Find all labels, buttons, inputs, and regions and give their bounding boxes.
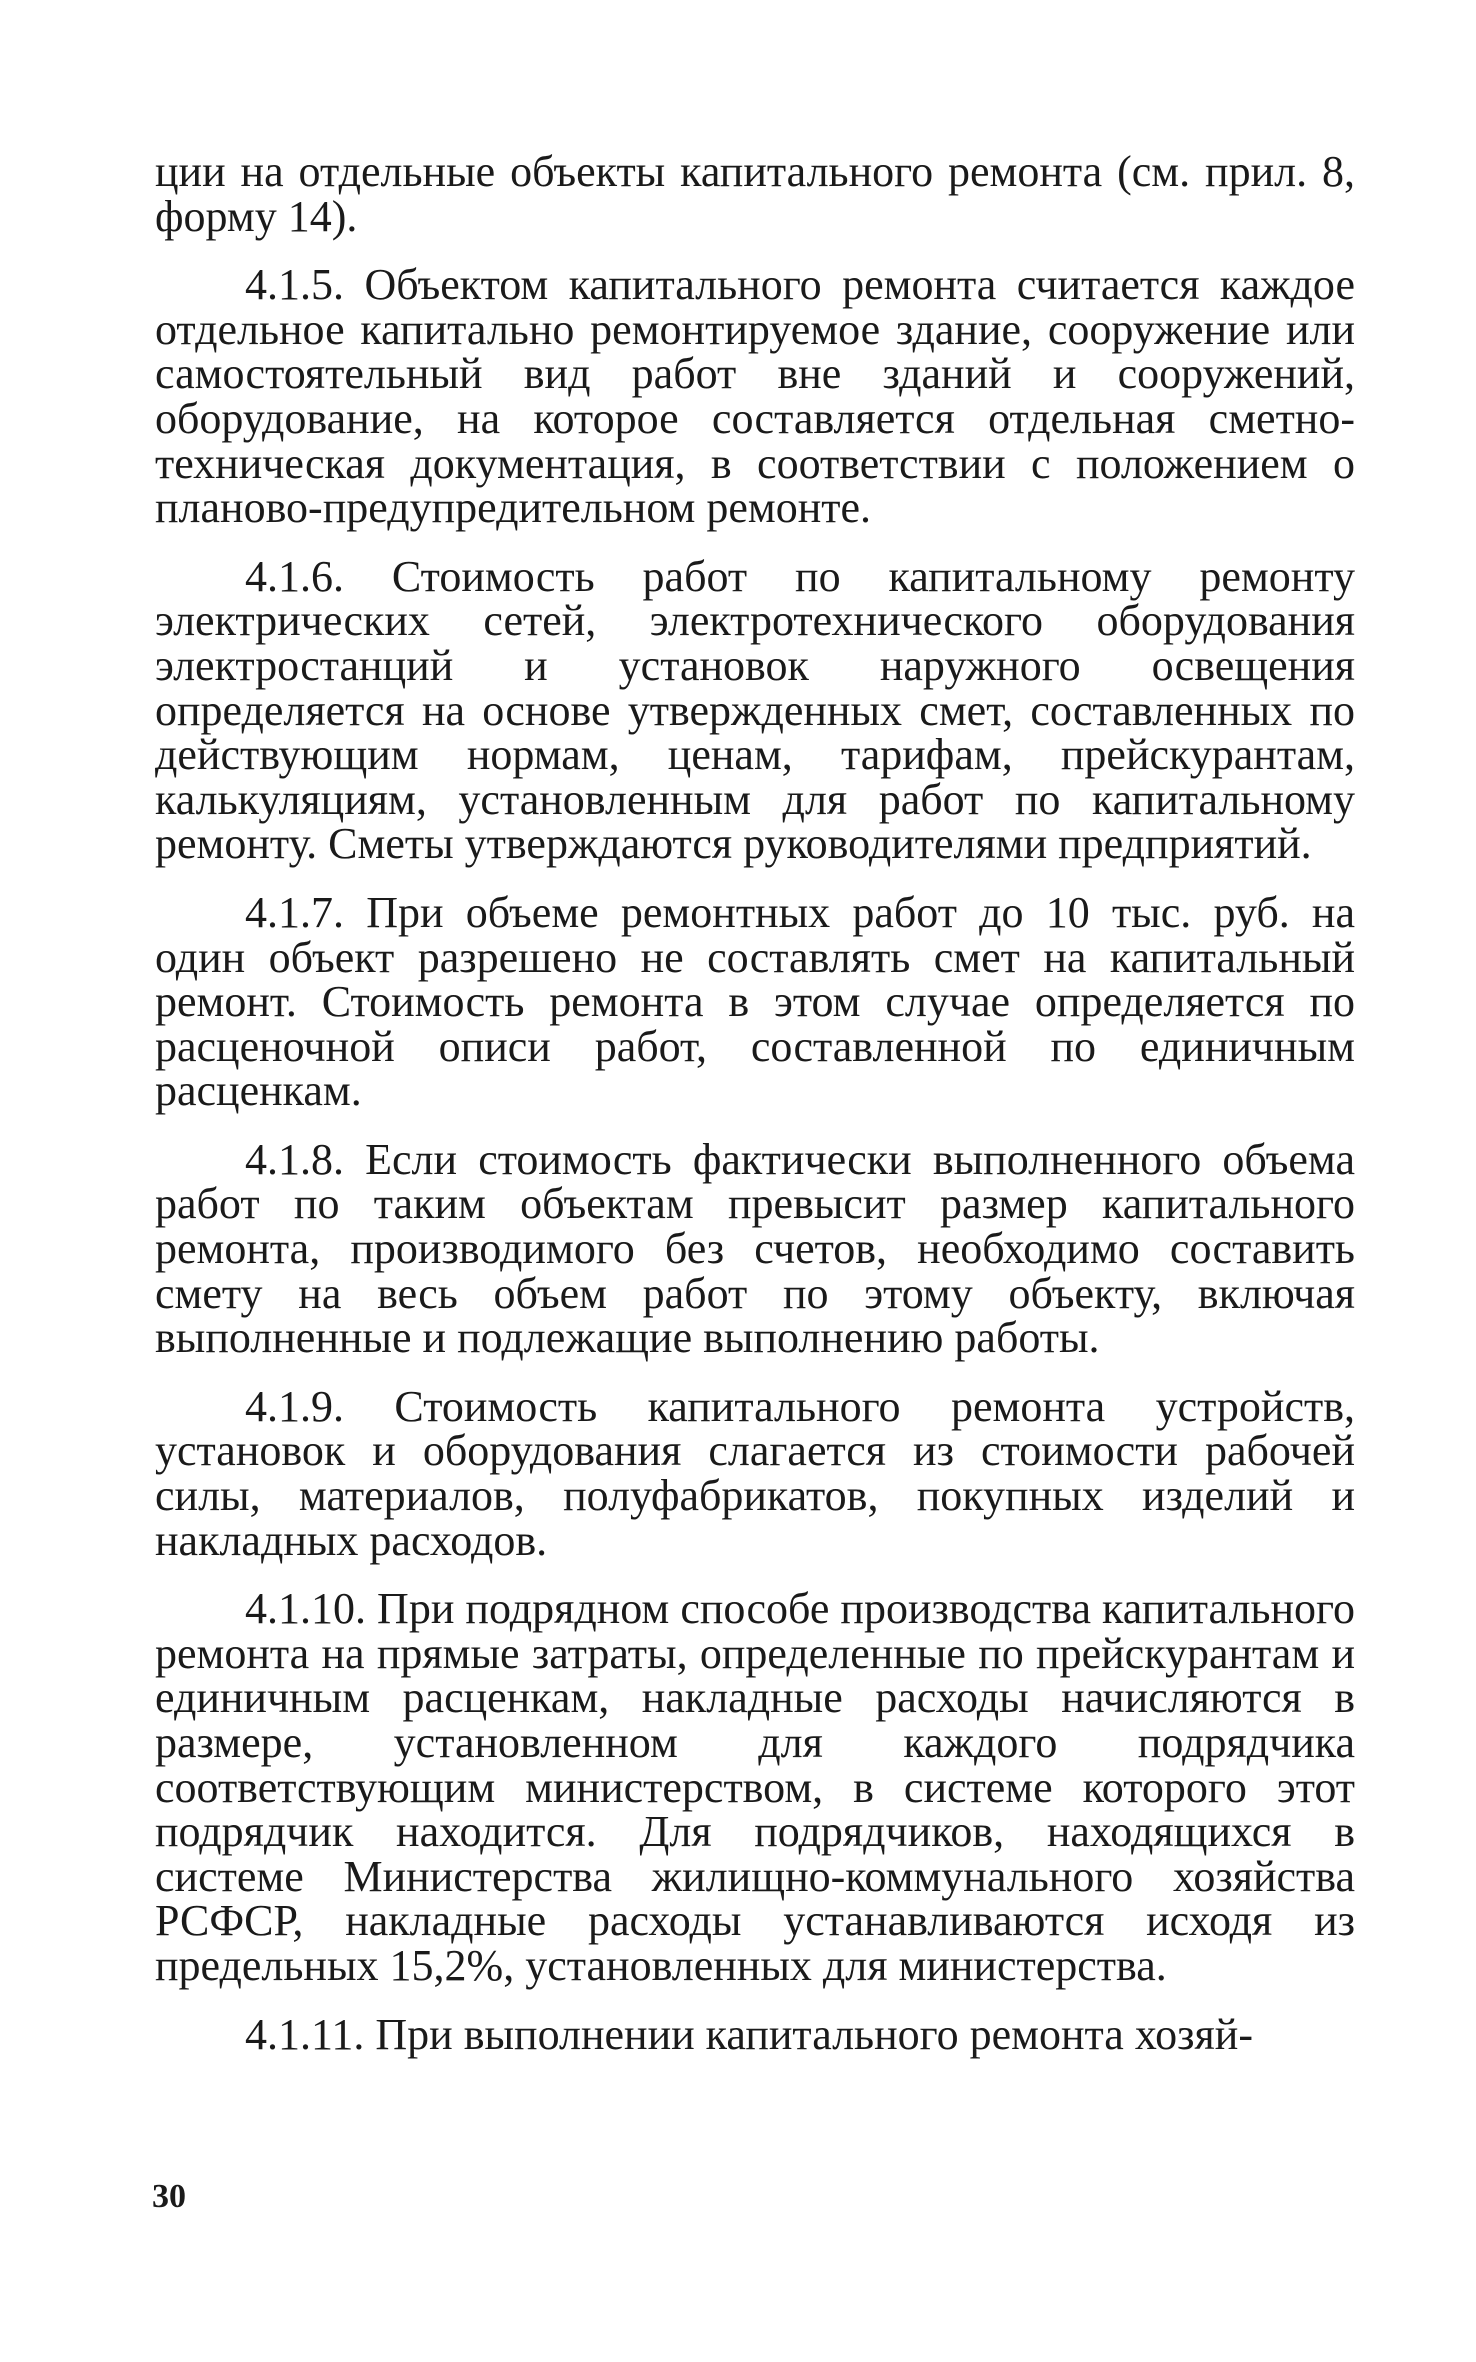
paragraph-4-1-11: 4.1.11. При выполнении капитального ремонта хозяй- [245, 2009, 1253, 2059]
paragraph-4-1-7: 4.1.7. При объеме ремонтных работ до 10 тыс. руб. на один объект разрешено не составлять смет на капитальный ремонт. Стоимость ремонта в этом случае определяется по расценочной описи работ, составленной по единичным расценкам. [155, 887, 1355, 1116]
paragraph-4-1-6: 4.1.6. Стоимость работ по капитальному ремонту электрических сетей, электротехнического оборудования электростанций и установок наружного освещения определяется на основе утвержденных смет, составленных по действующим нормам, ценам, тарифам, прейскурантам, калькуляциям, установленным для работ по капитальному ремонту. Сметы утверждаются руководителями предприятий. [155, 551, 1355, 869]
paragraph-continuation: ции на отдельные объекты капитального ремонта (см. прил. 8, форму 14). [155, 147, 1355, 241]
page-number: 30 [152, 2178, 186, 2215]
paragraph-4-1-8: 4.1.8. Если стоимость фактически выполненного объема работ по таким объектам превысит размер капитального ремонта, производимого без счетов, необходимо составить смету на весь объем работ по этому объекту, включая выполненные и подлежащие выполнению работы. [155, 1134, 1355, 1363]
paragraph-4-1-5: 4.1.5. Объектом капитального ремонта считается каждое отдельное капитально ремонтируемое здание, сооружение или самостоятельный вид работ вне зданий и сооружений, оборудование, на которое составляется отдельная сметно-техническая документация, в соответствии с положением о планово-предупредительном ремонте. [155, 260, 1355, 533]
paragraph-4-1-10: 4.1.10. При подрядном способе производства капитального ремонта на прямые затраты, определенные по прейскурантам и единичным расценкам, накладные расходы начисляются в размере, установленном для каждого подрядчика соответствующим министерством, в системе которого этот подрядчик находится. Для подрядчиков, находящихся в системе Министерства жилищно-коммунального хозяйства РСФСР, накладные расходы устанавливаются исходя из предельных 15,2%, установленных для министерства. [155, 1584, 1355, 1990]
paragraph-4-1-9: 4.1.9. Стоимость капитального ремонта устройств, установок и оборудования слагается из стоимости рабочей силы, материалов, полуфабрикатов, покупных изделий и накладных расходов. [155, 1381, 1355, 1565]
page-body [155, 147, 1355, 2081]
